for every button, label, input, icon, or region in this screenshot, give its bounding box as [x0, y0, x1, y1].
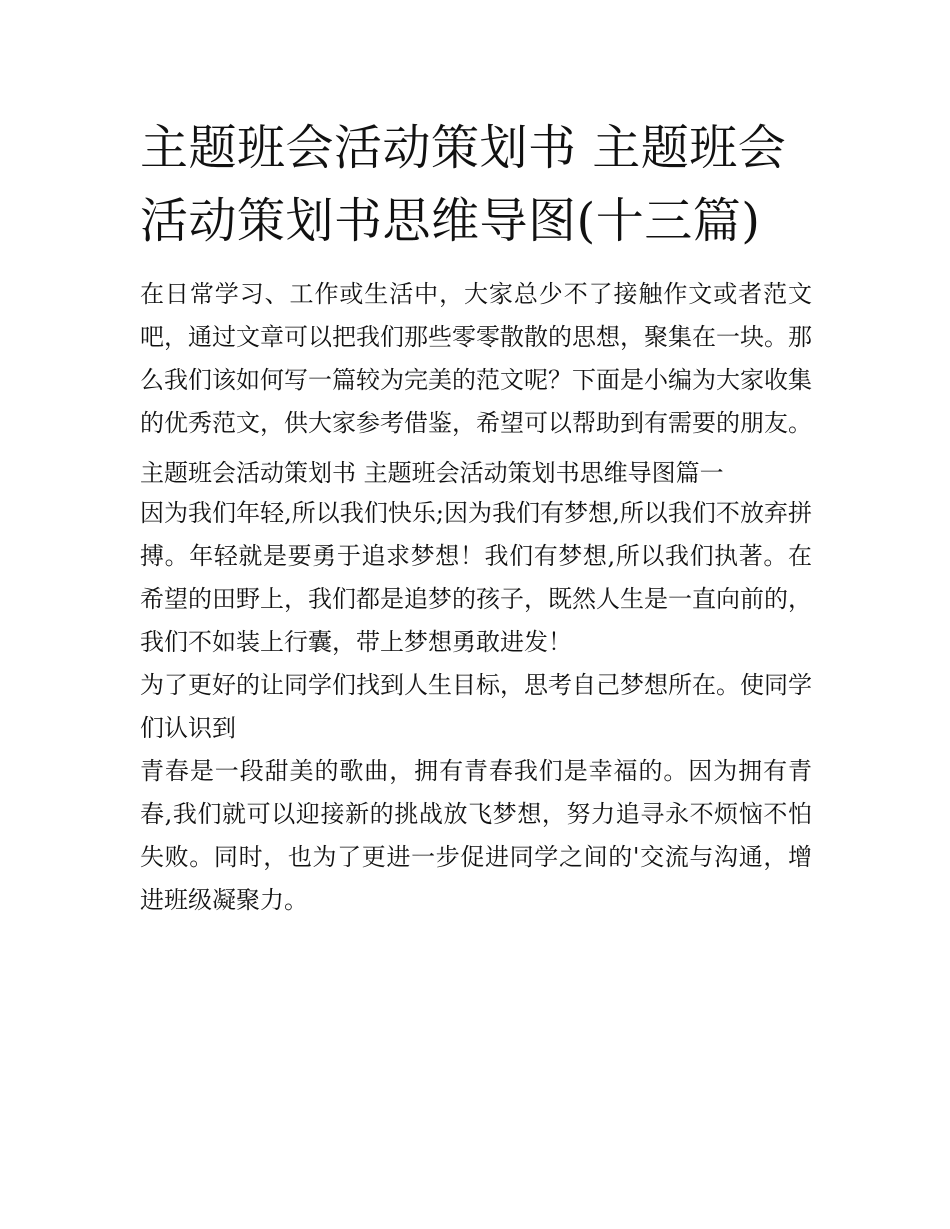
body-paragraph: 因为我们年轻,所以我们快乐;因为我们有梦想,所以我们不放弃拼搏。年轻就是要勇于追求梦想！我们有梦想,所以我们执著。在希望的田野上，我们都是追梦的孩子，既然人生是一直向前的，我们不如装上行囊，带上梦想勇敢进发！	[140, 499, 812, 656]
body-paragraph: 青春是一段甜美的歌曲，拥有青春我们是幸福的。因为拥有青春,我们就可以迎接新的挑战放飞梦想，努力追寻永不烦恼不怕失败。同时，也为了更进一步促进同学之间的'交流与沟通，增进班级凝聚力。	[140, 757, 812, 914]
section-heading: 主题班会活动策划书 主题班会活动策划书思维导图篇一	[140, 459, 724, 487]
document-page	[140, 112, 812, 922]
body-paragraph: 为了更好的让同学们找到人生目标，思考自己梦想所在。使同学们认识到	[140, 671, 812, 742]
intro-paragraph: 在日常学习、工作或生活中，大家总少不了接触作文或者范文吧，通过文章可以把我们那些零零散散的思想，聚集在一块。那么我们该如何写一篇较为完美的范文呢？下面是小编为大家收集的优秀范文，供大家参考借鉴，希望可以帮助到有需要的朋友。	[140, 280, 812, 437]
document-title: 主题班会活动策划书 主题班会活动策划书思维导图(十三篇)	[140, 120, 787, 249]
